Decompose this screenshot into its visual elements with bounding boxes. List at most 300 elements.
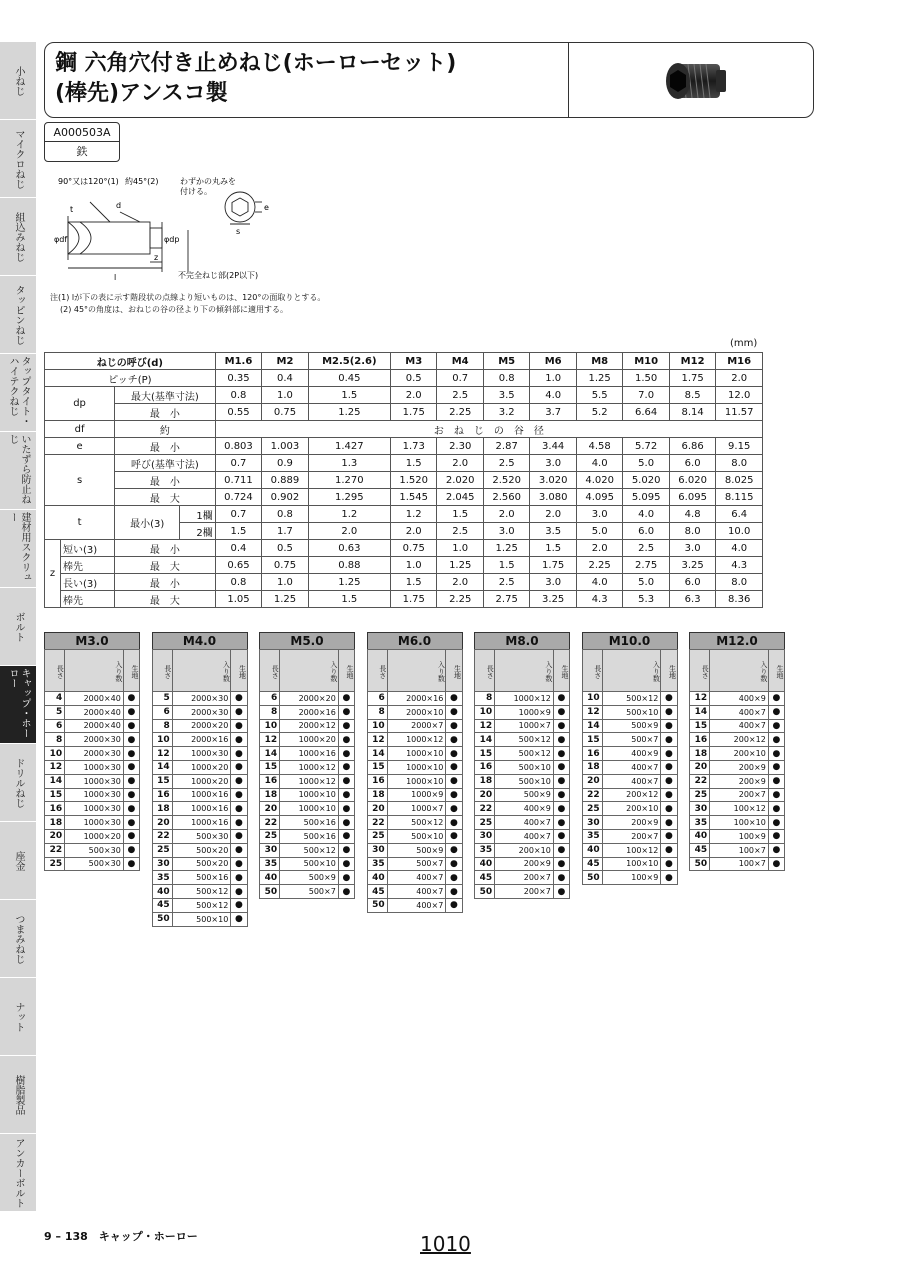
size-header: M2.5(2.6) xyxy=(308,353,390,370)
spec-cell: 1.5 xyxy=(308,387,390,404)
stock-dot: ● xyxy=(123,692,139,706)
length-cell: 50 xyxy=(152,912,172,926)
table-row xyxy=(45,692,140,706)
stock-dot: ● xyxy=(231,760,247,774)
size-header: M8 xyxy=(576,353,622,370)
spec-cell: 0.7 xyxy=(215,455,261,472)
length-cell: 45 xyxy=(152,898,172,912)
length-cell: 18 xyxy=(45,816,65,830)
stock-dot: ● xyxy=(231,885,247,899)
quantity-cell: 500×10 xyxy=(495,760,554,774)
table-row xyxy=(45,733,140,747)
stock-dot: ● xyxy=(661,774,677,788)
side-tab[interactable] xyxy=(0,900,36,978)
stock-dot: ● xyxy=(231,719,247,733)
length-cell: 14 xyxy=(582,719,602,733)
spec-cell: 2.560 xyxy=(483,489,529,506)
stock-dot: ● xyxy=(338,719,354,733)
spec-row xyxy=(45,557,763,574)
length-cell: 10 xyxy=(260,719,280,733)
side-tab[interactable] xyxy=(0,42,36,120)
header-quantity: 入り数 xyxy=(495,650,554,692)
spec-label: 最 小 xyxy=(115,438,216,455)
side-tab[interactable] xyxy=(0,276,36,354)
table-row xyxy=(152,898,247,912)
length-cell: 16 xyxy=(582,747,602,761)
table-row xyxy=(582,788,677,802)
spec-cell: 6.4 xyxy=(716,506,763,523)
table-row xyxy=(582,719,677,733)
spec-cell: 2.045 xyxy=(437,489,483,506)
table-row xyxy=(152,733,247,747)
spec-cell: 8.0 xyxy=(716,455,763,472)
quantity-cell: 1000×20 xyxy=(65,829,124,843)
side-tab[interactable] xyxy=(0,822,36,900)
stock-dot: ● xyxy=(553,719,569,733)
quantity-cell: 500×10 xyxy=(280,857,339,871)
length-cell: 22 xyxy=(367,816,387,830)
length-cell: 40 xyxy=(152,885,172,899)
spec-cell: 2.75 xyxy=(623,557,669,574)
spec-cell: 2.5 xyxy=(437,387,483,404)
spec-cell: 0.889 xyxy=(262,472,308,489)
size-table-title: M12.0 xyxy=(689,632,785,649)
stock-dot: ● xyxy=(446,898,462,912)
label-z: z xyxy=(154,253,159,262)
length-cell: 25 xyxy=(582,802,602,816)
table-row xyxy=(690,857,785,871)
stock-dot: ● xyxy=(338,885,354,899)
spec-cell: 1.75 xyxy=(390,404,436,421)
side-tab[interactable] xyxy=(0,510,36,588)
length-cell: 30 xyxy=(475,829,495,843)
spec-cell: 0.75 xyxy=(262,557,308,574)
side-tab[interactable] xyxy=(0,354,36,432)
length-cell: 25 xyxy=(45,857,65,871)
length-cell: 15 xyxy=(45,788,65,802)
stock-dot: ● xyxy=(661,747,677,761)
stock-dot: ● xyxy=(553,692,569,706)
spec-label: 約 xyxy=(115,421,216,438)
quantity-cell: 400×7 xyxy=(602,760,661,774)
spec-cell: 0.4 xyxy=(262,370,308,387)
quantity-cell: 1000×12 xyxy=(495,692,554,706)
spec-cell: 1.2 xyxy=(390,506,436,523)
table-row xyxy=(152,760,247,774)
table-row xyxy=(690,705,785,719)
quantity-cell: 200×7 xyxy=(495,885,554,899)
spec-cell: 2.87 xyxy=(483,438,529,455)
quantity-cell: 2000×20 xyxy=(280,692,339,706)
table-row xyxy=(152,885,247,899)
quantity-cell: 1000×12 xyxy=(280,760,339,774)
size-table xyxy=(474,632,570,899)
length-cell: 35 xyxy=(260,857,280,871)
stock-dot: ● xyxy=(231,774,247,788)
table-row xyxy=(260,871,355,885)
stock-dot: ● xyxy=(661,843,677,857)
quantity-cell: 500×30 xyxy=(172,829,231,843)
quantity-cell: 500×7 xyxy=(280,885,339,899)
table-row xyxy=(367,871,462,885)
table-row xyxy=(152,747,247,761)
stock-dot: ● xyxy=(553,857,569,871)
side-tab[interactable] xyxy=(0,666,36,744)
spec-label: 1欄 xyxy=(180,506,216,523)
quantity-cell: 2000×40 xyxy=(65,692,124,706)
table-row xyxy=(690,774,785,788)
spec-cell: 4.0 xyxy=(576,455,622,472)
quantity-cell: 2000×30 xyxy=(65,733,124,747)
length-cell: 12 xyxy=(367,733,387,747)
spec-label: 長い(3) xyxy=(61,574,115,591)
stock-dot: ● xyxy=(768,719,784,733)
spec-cell: 2.5 xyxy=(483,574,529,591)
stock-dot: ● xyxy=(661,733,677,747)
quantity-cell: 1000×16 xyxy=(172,802,231,816)
length-cell: 8 xyxy=(260,705,280,719)
spec-row xyxy=(45,472,763,489)
length-cell: 25 xyxy=(475,816,495,830)
stock-dot: ● xyxy=(768,747,784,761)
length-cell: 30 xyxy=(367,843,387,857)
quantity-cell: 100×10 xyxy=(602,857,661,871)
length-cell: 14 xyxy=(690,705,710,719)
stock-dot: ● xyxy=(446,692,462,706)
stock-dot: ● xyxy=(768,692,784,706)
quantity-cell: 2000×16 xyxy=(172,733,231,747)
stock-dot: ● xyxy=(446,719,462,733)
spec-cell: 4.3 xyxy=(576,591,622,608)
spec-cell: 0.63 xyxy=(308,540,390,557)
stock-dot: ● xyxy=(231,857,247,871)
spec-cell: 3.25 xyxy=(669,557,715,574)
side-tab-label: アンカーボルト xyxy=(13,1137,24,1208)
table-row xyxy=(475,802,570,816)
spec-cell: 4.0 xyxy=(716,540,763,557)
stock-dot: ● xyxy=(661,829,677,843)
header-quantity: 入り数 xyxy=(602,650,661,692)
spec-cell: 1.5 xyxy=(437,506,483,523)
length-cell: 18 xyxy=(260,788,280,802)
quantity-cell: 200×10 xyxy=(495,843,554,857)
header-length: 長さ xyxy=(690,650,710,692)
quantity-cell: 1000×10 xyxy=(387,774,446,788)
length-cell: 12 xyxy=(582,705,602,719)
label-l: l xyxy=(114,273,117,282)
stock-dot: ● xyxy=(123,774,139,788)
quantity-cell: 500×9 xyxy=(602,719,661,733)
quantity-cell: 2000×12 xyxy=(280,719,339,733)
length-cell: 20 xyxy=(367,802,387,816)
quantity-cell: 500×12 xyxy=(602,692,661,706)
quantity-cell: 1000×30 xyxy=(172,747,231,761)
spec-cell: 1.25 xyxy=(576,370,622,387)
spec-cell: 1.0 xyxy=(390,557,436,574)
spec-cell: 3.25 xyxy=(530,591,576,608)
quantity-cell: 200×10 xyxy=(602,802,661,816)
quantity-cell: 1000×10 xyxy=(387,760,446,774)
size-table xyxy=(689,632,785,871)
size-table-title: M8.0 xyxy=(474,632,570,649)
length-cell: 35 xyxy=(367,857,387,871)
spec-row xyxy=(45,506,763,523)
stock-dot: ● xyxy=(231,816,247,830)
side-tab[interactable] xyxy=(0,198,36,276)
spec-cell: 6.0 xyxy=(669,574,715,591)
stock-dot: ● xyxy=(446,774,462,788)
table-row xyxy=(690,816,785,830)
table-row xyxy=(45,760,140,774)
stock-dot: ● xyxy=(231,829,247,843)
side-tab[interactable] xyxy=(0,978,36,1056)
page-title: 鋼 六角穴付き止めねじ(ホーローセット) xyxy=(55,51,457,76)
dimension-diagram xyxy=(50,172,290,290)
table-row xyxy=(152,871,247,885)
header xyxy=(44,42,814,118)
length-cell: 45 xyxy=(475,871,495,885)
length-cell: 22 xyxy=(690,774,710,788)
length-cell: 18 xyxy=(690,747,710,761)
quantity-cell: 2000×16 xyxy=(280,705,339,719)
table-row xyxy=(582,871,677,885)
spec-cell: 2.0 xyxy=(308,523,390,540)
stock-dot: ● xyxy=(661,760,677,774)
spec-cell: 1.520 xyxy=(390,472,436,489)
side-tab-label: タップタイト・ハイテクねじ xyxy=(7,355,30,426)
spec-cell: 8.5 xyxy=(669,387,715,404)
size-table xyxy=(44,632,140,871)
spec-label: 最 大 xyxy=(115,557,216,574)
quantity-cell: 2000×30 xyxy=(172,692,231,706)
footer-section: 9 – 138 キャップ・ホーロー xyxy=(44,1230,198,1243)
note-2: (2) 45°の角度は、おねじの谷の径より下の傾斜部に適用する。 xyxy=(60,305,289,314)
quantity-cell: 100×9 xyxy=(602,871,661,885)
spec-row xyxy=(45,455,763,472)
spec-cell: 3.080 xyxy=(530,489,576,506)
header-length: 長さ xyxy=(260,650,280,692)
quantity-cell: 500×9 xyxy=(495,788,554,802)
spec-cell: 6.095 xyxy=(669,489,715,506)
stock-dot: ● xyxy=(768,829,784,843)
header-quantity: 入り数 xyxy=(65,650,124,692)
length-cell: 16 xyxy=(367,774,387,788)
length-cell: 22 xyxy=(260,816,280,830)
spec-label: 最 小 xyxy=(115,540,216,557)
quantity-cell: 1000×20 xyxy=(280,733,339,747)
quantity-cell: 100×12 xyxy=(710,802,769,816)
side-tab[interactable] xyxy=(0,588,36,666)
table-row xyxy=(45,857,140,871)
quantity-cell: 400×9 xyxy=(495,802,554,816)
stock-dot: ● xyxy=(231,843,247,857)
spec-cell: 8.36 xyxy=(716,591,763,608)
spec-cell: 1.5 xyxy=(308,591,390,608)
spec-cell: 1.25 xyxy=(308,404,390,421)
quantity-cell: 1000×30 xyxy=(65,788,124,802)
quantity-cell: 1000×30 xyxy=(65,774,124,788)
page-subtitle: (棒先)アンスコ製 xyxy=(55,81,228,106)
quantity-cell: 500×10 xyxy=(495,774,554,788)
side-tab-label: 樹脂製品 xyxy=(13,1074,24,1115)
side-tab-label: 組込みねじ xyxy=(13,211,24,262)
spec-cell: 2.0 xyxy=(483,506,529,523)
product-photo xyxy=(569,43,813,117)
table-row xyxy=(260,857,355,871)
stock-dot: ● xyxy=(123,705,139,719)
stock-dot: ● xyxy=(446,760,462,774)
length-cell: 40 xyxy=(582,843,602,857)
spec-label: 最 小 xyxy=(115,574,216,591)
table-row xyxy=(45,802,140,816)
stock-dot: ● xyxy=(553,816,569,830)
length-cell: 30 xyxy=(152,857,172,871)
spec-cell: 1.2 xyxy=(308,506,390,523)
table-row xyxy=(260,802,355,816)
length-cell: 16 xyxy=(690,733,710,747)
spec-cell: 2.0 xyxy=(437,455,483,472)
stock-dot: ● xyxy=(338,829,354,843)
spec-row xyxy=(45,404,763,421)
table-row xyxy=(690,829,785,843)
quantity-cell: 200×10 xyxy=(710,747,769,761)
table-row xyxy=(260,816,355,830)
quantity-cell: 400×7 xyxy=(710,705,769,719)
spec-cell: 3.44 xyxy=(530,438,576,455)
spec-cell: 5.095 xyxy=(623,489,669,506)
spec-row xyxy=(45,574,763,591)
spec-cell: 1.25 xyxy=(262,591,308,608)
quantity-cell: 2000×40 xyxy=(65,705,124,719)
table-row xyxy=(367,719,462,733)
spec-cell: 8.115 xyxy=(716,489,763,506)
length-cell: 22 xyxy=(152,829,172,843)
length-cell: 40 xyxy=(367,871,387,885)
length-cell: 12 xyxy=(475,719,495,733)
spec-cell: 2.0 xyxy=(390,387,436,404)
length-cell: 45 xyxy=(367,885,387,899)
length-cell: 50 xyxy=(367,898,387,912)
stock-dot: ● xyxy=(338,816,354,830)
note-1: 注(1) lが下の表に示す階段状の点線より短いものは、120°の面取りとする。 xyxy=(50,293,326,302)
quantity-cell: 2000×30 xyxy=(65,747,124,761)
table-row xyxy=(475,816,570,830)
length-cell: 6 xyxy=(260,692,280,706)
side-tab[interactable] xyxy=(0,1056,36,1134)
quantity-cell: 400×7 xyxy=(602,774,661,788)
spec-cell: 8.0 xyxy=(669,523,715,540)
side-tab[interactable] xyxy=(0,1134,36,1212)
table-row xyxy=(475,788,570,802)
spec-cell: 1.427 xyxy=(308,438,390,455)
label-angle1: 90°又は120°(1) xyxy=(58,177,119,186)
stock-dot: ● xyxy=(553,774,569,788)
stock-dot: ● xyxy=(231,747,247,761)
table-row xyxy=(260,705,355,719)
spec-cell: 9.15 xyxy=(716,438,763,455)
quantity-cell: 2000×7 xyxy=(387,719,446,733)
quantity-cell: 400×7 xyxy=(495,816,554,830)
spec-table xyxy=(44,352,763,608)
quantity-cell: 400×7 xyxy=(387,871,446,885)
spec-cell: 2.0 xyxy=(716,370,763,387)
stock-dot: ● xyxy=(661,705,677,719)
stock-dot: ● xyxy=(768,760,784,774)
size-table xyxy=(582,632,678,885)
label-df: φdf xyxy=(54,235,68,244)
table-row xyxy=(475,733,570,747)
length-cell: 15 xyxy=(582,733,602,747)
quantity-cell: 100×12 xyxy=(602,843,661,857)
quantity-cell: 200×7 xyxy=(495,871,554,885)
stock-dot: ● xyxy=(768,843,784,857)
side-tab-label: ドリルねじ xyxy=(13,757,24,808)
spec-cell: 1.5 xyxy=(390,455,436,472)
size-table-title: M6.0 xyxy=(367,632,463,649)
spec-cell: 3.020 xyxy=(530,472,576,489)
side-tab-label: 小ねじ xyxy=(13,65,24,96)
side-tab[interactable] xyxy=(0,744,36,822)
spec-cell: 5.2 xyxy=(576,404,622,421)
spec-row xyxy=(45,438,763,455)
spec-cell: 2.30 xyxy=(437,438,483,455)
stock-dot: ● xyxy=(553,747,569,761)
size-table xyxy=(259,632,355,899)
spec-cell: 1.25 xyxy=(483,540,529,557)
spec-label: df xyxy=(45,421,115,438)
table-row xyxy=(582,857,677,871)
unit-label: (mm) xyxy=(730,338,758,349)
spec-cell: 1.0 xyxy=(437,540,483,557)
table-row xyxy=(367,692,462,706)
spec-cell: 7.0 xyxy=(623,387,669,404)
stock-dot: ● xyxy=(768,705,784,719)
spec-label: e xyxy=(45,438,115,455)
side-tab-label: マイクロねじ xyxy=(13,128,24,189)
length-cell: 25 xyxy=(152,843,172,857)
spec-cell: 3.7 xyxy=(530,404,576,421)
label-t: t xyxy=(70,205,74,214)
stock-dot: ● xyxy=(661,816,677,830)
quantity-cell: 200×12 xyxy=(602,788,661,802)
side-tab[interactable] xyxy=(0,432,36,510)
quantity-cell: 500×16 xyxy=(280,816,339,830)
length-cell: 14 xyxy=(45,774,65,788)
length-cell: 15 xyxy=(690,719,710,733)
quantity-cell: 1000×16 xyxy=(172,816,231,830)
spec-cell: 6.64 xyxy=(623,404,669,421)
quantity-cell: 500×12 xyxy=(387,816,446,830)
spec-cell: 10.0 xyxy=(716,523,763,540)
spec-cell: 3.0 xyxy=(530,574,576,591)
spec-cell: 2.0 xyxy=(390,523,436,540)
table-row xyxy=(475,774,570,788)
size-header: M10 xyxy=(623,353,669,370)
spec-cell: 2.5 xyxy=(483,455,529,472)
table-row xyxy=(582,774,677,788)
spec-cell: 3.0 xyxy=(483,523,529,540)
stock-dot: ● xyxy=(553,871,569,885)
table-row xyxy=(475,692,570,706)
length-cell: 10 xyxy=(475,705,495,719)
table-row xyxy=(45,719,140,733)
side-tab[interactable] xyxy=(0,120,36,198)
quantity-cell: 200×9 xyxy=(602,816,661,830)
spec-label: dp xyxy=(45,387,115,421)
quantity-cell: 200×9 xyxy=(710,760,769,774)
spec-cell: 2.020 xyxy=(437,472,483,489)
table-row xyxy=(367,733,462,747)
